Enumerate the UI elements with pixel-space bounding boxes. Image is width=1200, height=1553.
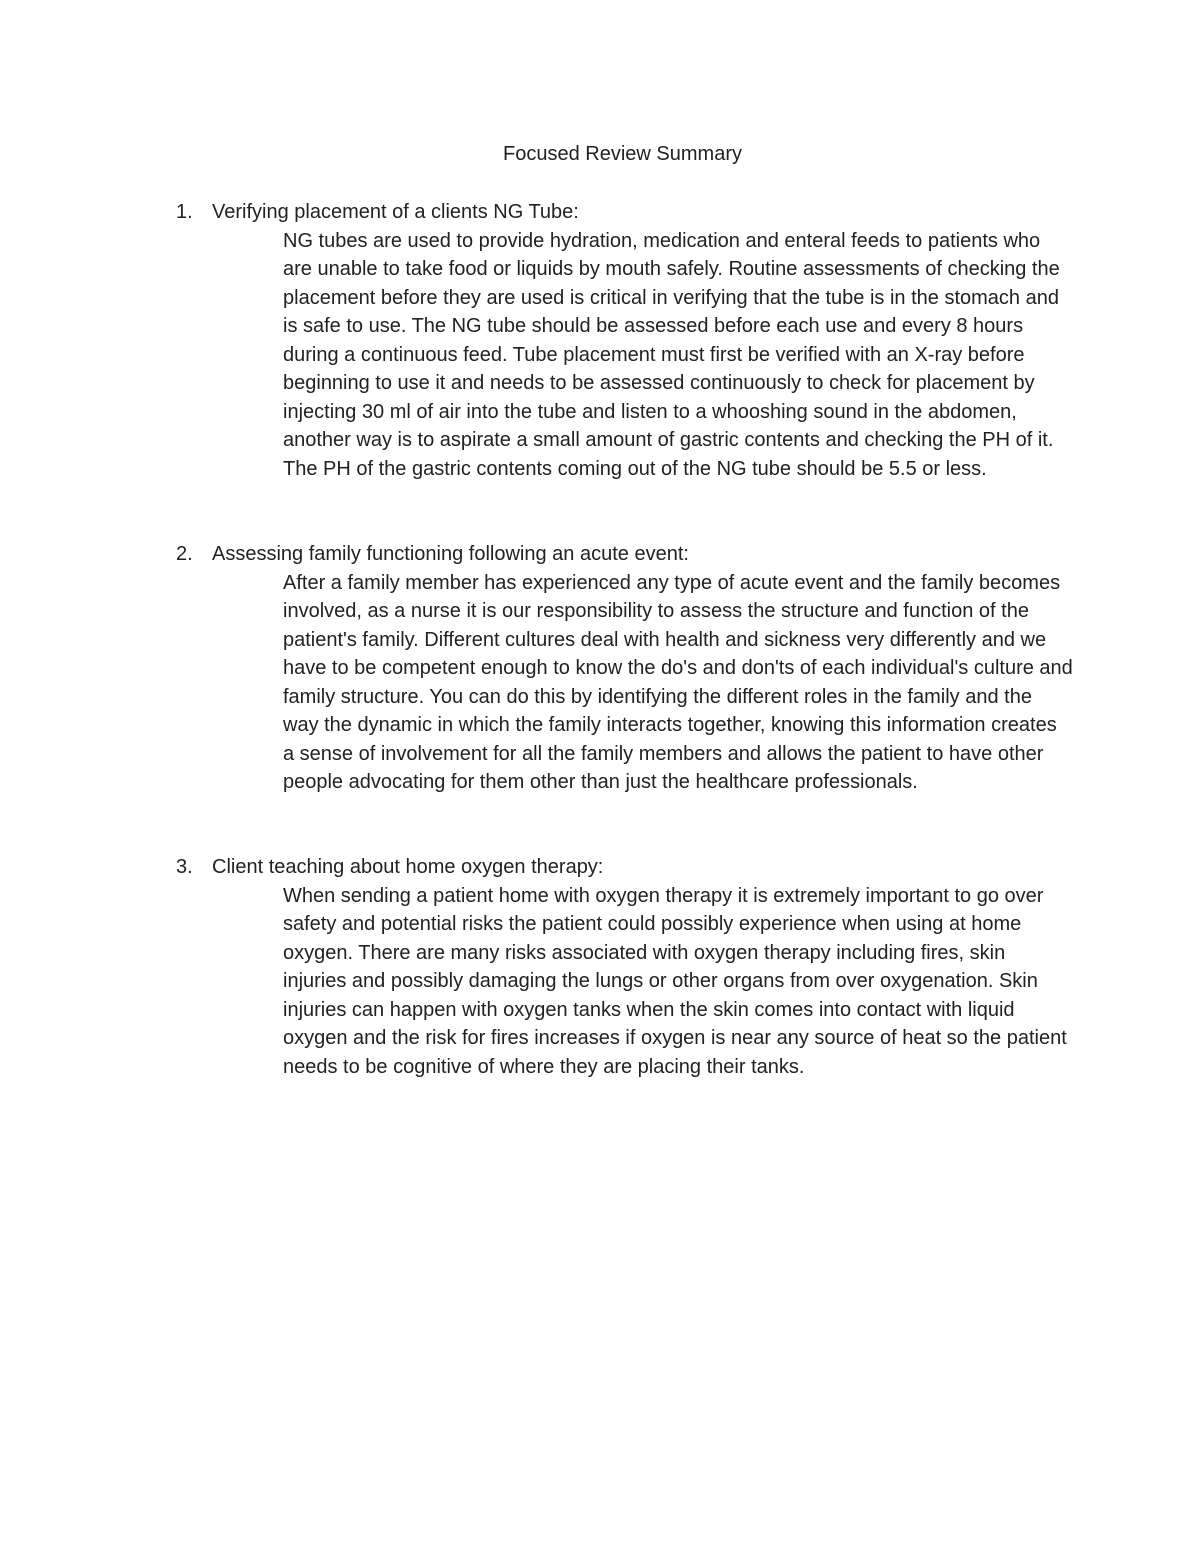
item-heading-text: Verifying placement of a clients NG Tube: [212, 201, 579, 223]
item-body-text: NG tubes are used to provide hydration, medication and enteral feeds to patients who are unable to take food or liquids by mouth safely. Routine assessments of checking the placement before they are used is critical in verifying that the tube is in the stomach and is safe to use. The NG tube should be assessed before each use and every 8 hours during a continuous feed. Tube placement must first be verified with an X-ray before beginning to use it and needs to be assessed continuously to check for placement by injecting 30 ml of air into the tube and listen to a whooshing sound in the abdomen, another way is to aspirate a small amount of gastric contents and checking the PH of it. The PH of the gastric contents coming out of the NG tube should be 5.5 or less. [283, 229, 1060, 480]
summary-item-ng-tube [176, 198, 1076, 483]
item-heading [176, 198, 1076, 227]
document-title: Focused Review Summary [503, 143, 742, 165]
item-body-text: After a family member has experienced any type of acute event and the family becomes involved, as a nurse it is our responsibility to assess the structure and function of the patient's family. Different cultures deal with health and sickness very differently and we have to be competent enough to know the do's and don'ts of each individual's culture and family structure. You can do this by identifying the different roles in the family and the way the dynamic in which the family interacts together, knowing this information creates a sense of involvement for all the family members and allows the patient to have other people advocating for them other than just the healthcare professionals. [283, 571, 1073, 793]
item-number: 2. [176, 543, 193, 565]
item-number: 1. [176, 201, 193, 223]
item-body-text: When sending a patient home with oxygen therapy it is extremely important to go over safety and potential risks the patient could possibly experience when using at home oxygen. There are many risks associated with oxygen therapy including fires, skin injuries and possibly damaging the lungs or other organs from over oxygenation. Skin injuries can happen with oxygen tanks when the skin comes into contact with liquid oxygen and the risk for fires increases if oxygen is near any source of heat so the patient needs to be cognitive of where they are placing their tanks. [283, 884, 1067, 1078]
item-heading [176, 540, 1076, 569]
item-heading-text: Assessing family functioning following an acute event: [212, 543, 689, 565]
summary-item-family-functioning [176, 540, 1076, 797]
item-heading [176, 853, 1076, 882]
item-number: 3. [176, 856, 193, 878]
item-heading-text: Client teaching about home oxygen therapy: [212, 856, 604, 878]
summary-item-home-oxygen [176, 853, 1076, 1081]
